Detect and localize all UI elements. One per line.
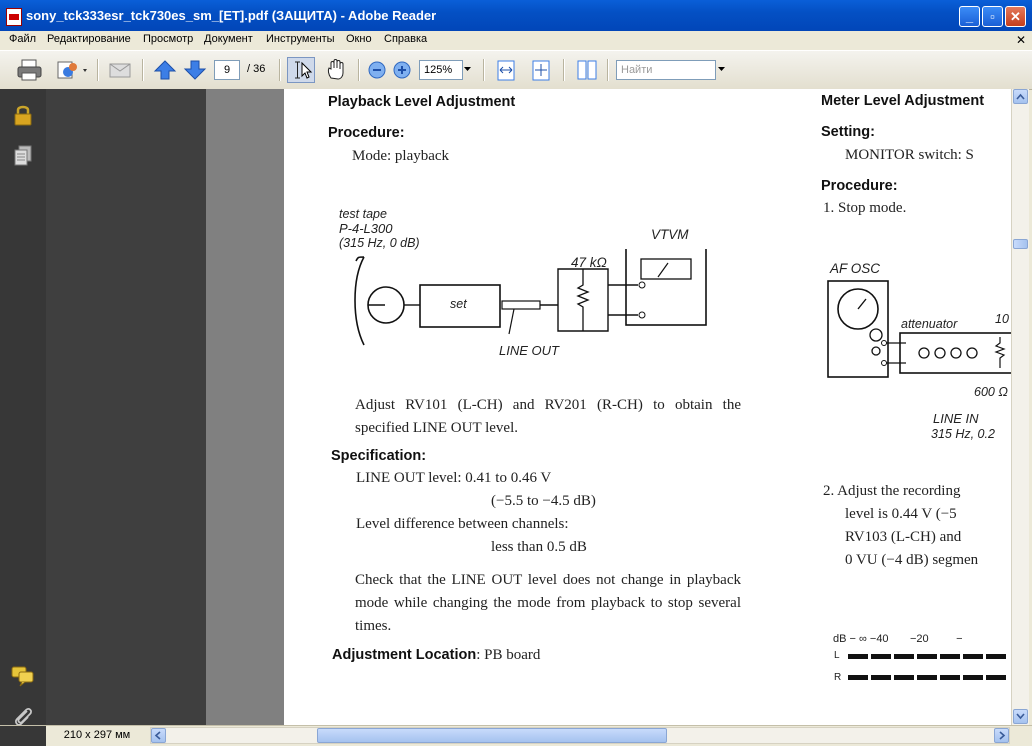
print-icon[interactable] — [16, 58, 44, 82]
toolbar-separator — [483, 59, 485, 81]
step-2-line-c: RV103 (L-CH) and — [845, 529, 962, 545]
next-page-icon[interactable] — [183, 58, 207, 82]
close-button[interactable]: ✕ — [1005, 6, 1026, 27]
test-tape-spec: (315 Hz, 0 dB) — [339, 236, 420, 250]
vtvm-label: VTVM — [651, 227, 689, 242]
menu-file[interactable]: Файл — [9, 33, 37, 45]
toolbar-separator — [358, 59, 360, 81]
scroll-down-arrow-icon[interactable] — [1013, 709, 1028, 724]
mode-text: Mode: playback — [352, 148, 450, 164]
heading-meter-level: Meter Level Adjustment — [821, 93, 985, 109]
toolbar-separator — [279, 59, 281, 81]
monitor-switch-text: MONITOR switch: S — [845, 147, 974, 163]
meter-scale-label: dB − ∞ −40 −20 − — [833, 633, 963, 645]
minimize-button[interactable]: _ — [959, 6, 980, 27]
toolbar-separator — [607, 59, 609, 81]
heading-playback-level: Playback Level Adjustment — [328, 94, 516, 110]
menu-tools[interactable]: Инструменты — [266, 33, 335, 45]
zoom-dropdown-arrow-icon[interactable] — [464, 67, 472, 73]
toolbar — [0, 50, 1032, 90]
adjustment-location — [332, 646, 540, 664]
text-select-icon — [288, 58, 314, 82]
maximize-button[interactable]: ▫ — [982, 6, 1003, 27]
search-dropdown-arrow-icon[interactable] — [718, 67, 726, 73]
line-in-spec: 315 Hz, 0.2 — [931, 427, 995, 441]
pages-icon[interactable] — [12, 144, 34, 168]
spec-less-than: less than 0.5 dB — [491, 539, 587, 555]
scroll-left-arrow-icon[interactable] — [151, 728, 166, 743]
test-tape-label: test tape — [339, 207, 387, 221]
step-2-line-b: level is 0.44 V (−5 — [845, 506, 957, 522]
location-value: : PB board — [476, 647, 541, 663]
playback-circuit-diagram — [344, 249, 724, 359]
previous-page-icon[interactable] — [153, 58, 177, 82]
zoom-level-input[interactable]: 125% — [419, 60, 463, 80]
meter-l-label: L — [834, 650, 840, 661]
navigation-pane — [46, 89, 206, 725]
zoom-out-icon[interactable] — [366, 58, 388, 82]
page-size-label: 210 x 297 мм — [46, 726, 148, 746]
specification-label: Specification: — [331, 448, 427, 464]
menu-window[interactable]: Окно — [346, 33, 372, 45]
check-instruction: Check that the LINE OUT level does not change in playback mode while changing the mode from playback to stop several times. — [355, 572, 741, 634]
toolbar-separator — [563, 59, 565, 81]
search-input[interactable]: Найти — [616, 60, 716, 80]
document-viewer[interactable] — [206, 89, 1011, 725]
menu-bar — [0, 31, 1032, 49]
navigation-panel — [0, 89, 46, 725]
toolbar-separator — [142, 59, 144, 81]
collaborate-icon[interactable] — [54, 58, 90, 82]
menu-document[interactable]: Документ — [204, 33, 253, 45]
line-out-label: LINE OUT — [499, 343, 559, 358]
scroll-thumb[interactable] — [1013, 239, 1028, 249]
set-label: set — [450, 297, 467, 311]
right-procedure-label: Procedure: — [821, 178, 898, 194]
af-osc-label: AF OSC — [830, 261, 881, 276]
menu-help[interactable]: Справка — [384, 33, 428, 45]
hand-tool-icon[interactable] — [324, 58, 350, 82]
fit-page-icon[interactable] — [529, 58, 553, 82]
resistor-label: 47 kΩ — [571, 255, 607, 270]
procedure-label: Procedure: — [328, 125, 405, 141]
send-email-icon[interactable] — [106, 58, 134, 82]
value-600-label: 600 Ω — [974, 385, 1008, 399]
menu-view[interactable]: Просмотр — [143, 33, 194, 45]
adjust-instruction: Adjust RV101 (L-CH) and RV201 (R-CH) to obtain the specified LINE OUT level. — [355, 397, 741, 436]
toolbar-separator — [97, 59, 99, 81]
level-meter-bars — [846, 650, 1011, 686]
location-label: Adjustment Location — [332, 647, 477, 663]
recording-circuit-diagram — [824, 277, 1011, 387]
status-bar — [0, 725, 1032, 746]
window-title: sony_tck333esr_tck730es_sm_[ET].pdf (ЗАЩИТА) - Adobe Reader — [26, 8, 437, 23]
select-tool-button[interactable] — [287, 57, 315, 83]
vertical-scrollbar[interactable] — [1011, 89, 1029, 725]
reading-mode-icon[interactable] — [574, 58, 600, 82]
title-bar — [0, 0, 1032, 31]
step-2-line-a: 2. Adjust the recording — [823, 483, 961, 499]
scroll-up-arrow-icon[interactable] — [1013, 89, 1028, 104]
test-tape-id: P-4-L300 — [339, 221, 393, 236]
fit-width-icon[interactable] — [494, 58, 518, 82]
comments-icon[interactable] — [10, 664, 36, 688]
menu-edit[interactable]: Редактирование — [47, 33, 131, 45]
lock-icon[interactable] — [12, 103, 34, 127]
step-1-text: 1. Stop mode. — [823, 200, 907, 216]
meter-r-label: R — [834, 672, 842, 683]
spec-db-range: (−5.5 to −4.5 dB) — [491, 493, 596, 509]
spec-channel-difference: Level difference between channels: — [356, 516, 569, 532]
pdf-page — [284, 89, 1011, 725]
attenuator-label: attenuator — [901, 317, 958, 331]
step-2-line-d: 0 VU (−4 dB) segmen — [845, 552, 979, 568]
line-in-label: LINE IN — [933, 411, 979, 426]
page-number-input[interactable]: 9 — [214, 60, 240, 80]
value-10-label: 10 — [995, 312, 1009, 326]
status-left-block — [0, 726, 46, 746]
pdf-app-icon — [6, 8, 22, 26]
zoom-in-icon[interactable] — [391, 58, 413, 82]
page-total: / 36 — [247, 63, 266, 75]
horizontal-scroll-thumb[interactable] — [317, 728, 667, 743]
document-close-icon[interactable]: ✕ — [1015, 33, 1026, 47]
spec-line-out-level: LINE OUT level: 0.41 to 0.46 V — [356, 470, 552, 486]
scroll-right-arrow-icon[interactable] — [994, 728, 1009, 743]
setting-label: Setting: — [821, 124, 875, 140]
horizontal-scrollbar[interactable] — [150, 727, 1010, 744]
